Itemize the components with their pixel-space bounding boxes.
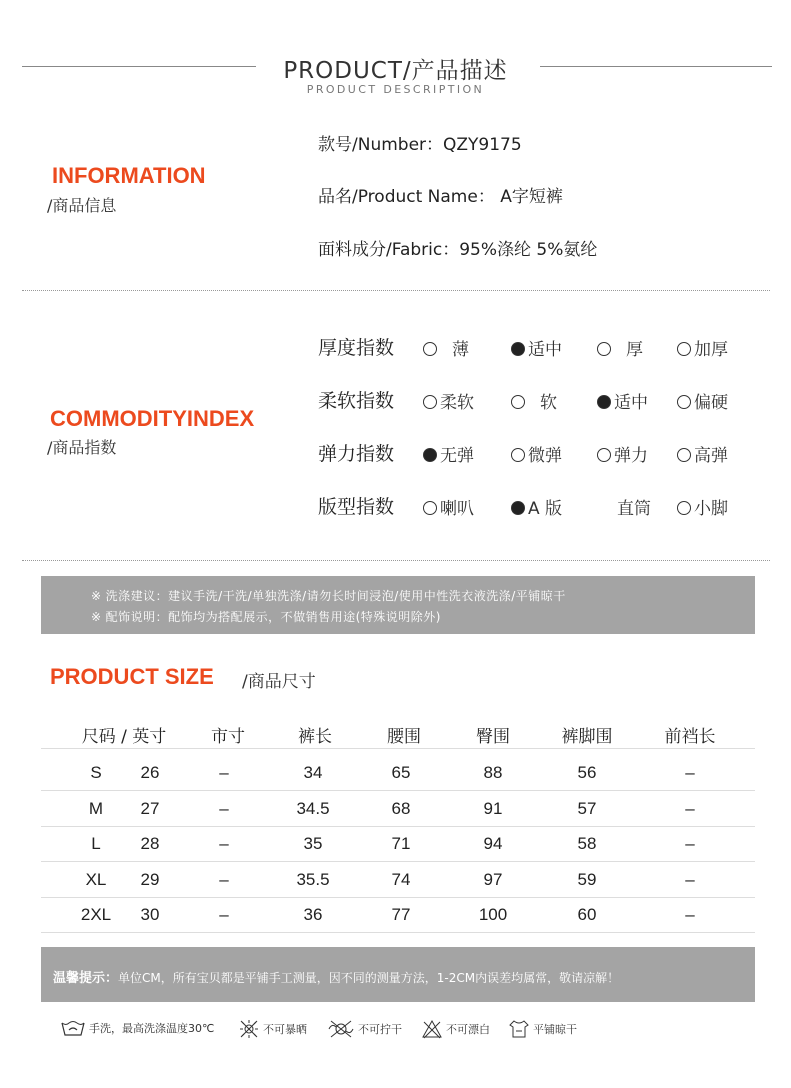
tip-text xyxy=(53,967,619,986)
size-table-header: 腰围 xyxy=(387,727,421,747)
table-cell: 57 xyxy=(577,798,597,818)
unselected-radio-icon xyxy=(597,448,611,462)
index-option xyxy=(511,441,562,466)
table-cell: 28 xyxy=(140,834,160,853)
commodity-index-title: COMMODITYINDEX xyxy=(50,406,255,431)
unselected-radio-icon xyxy=(511,448,525,462)
index-option xyxy=(511,335,562,360)
index-row-label: 厚度指数 xyxy=(318,337,395,359)
table-cell: – xyxy=(219,905,229,924)
selected-radio-icon xyxy=(423,448,437,462)
index-option xyxy=(597,335,643,360)
index-option-label: 软 xyxy=(540,393,557,413)
product-fabric: 面料成分/Fabric：95%涤纶 5%氨纶 xyxy=(318,240,598,260)
table-cell: 77 xyxy=(391,905,411,924)
table-cell: – xyxy=(685,869,695,889)
table-cell: M xyxy=(88,798,104,818)
table-cell: – xyxy=(219,798,229,818)
index-option-label: 高弹 xyxy=(694,446,728,466)
table-cell: 94 xyxy=(483,834,503,853)
unselected-radio-icon xyxy=(423,395,437,409)
unselected-radio-icon xyxy=(597,342,611,356)
table-cell: 27 xyxy=(140,798,160,818)
size-table-header: 尺码 / 英寸 xyxy=(81,727,167,747)
product-number: 款号/Number：QZY9175 xyxy=(318,135,522,155)
index-option xyxy=(511,388,557,413)
table-row-rule xyxy=(41,897,755,898)
care-text: 不可漂白 xyxy=(446,1023,490,1036)
size-subtitle: /商品尺寸 xyxy=(242,672,316,692)
table-cell: 68 xyxy=(391,798,411,818)
index-option xyxy=(423,335,469,360)
index-option-label: 薄 xyxy=(452,340,469,360)
selected-radio-icon xyxy=(597,395,611,409)
table-cell: L xyxy=(91,834,101,853)
index-option xyxy=(423,441,474,466)
table-cell: 29 xyxy=(140,869,160,889)
table-cell: 65 xyxy=(391,763,411,782)
page-title: PRODUCT/产品描述 xyxy=(283,58,508,84)
index-option-label: 微弹 xyxy=(528,446,562,466)
unselected-radio-icon xyxy=(511,395,525,409)
table-cell: 56 xyxy=(577,763,597,782)
index-option-label: 厚 xyxy=(626,340,643,360)
divider xyxy=(22,290,770,291)
table-cell: 88 xyxy=(483,763,503,782)
unselected-radio-icon xyxy=(423,501,437,515)
table-cell: 36 xyxy=(303,905,323,924)
table-cell: 59 xyxy=(577,869,597,889)
table-row-rule xyxy=(41,826,755,827)
table-cell: S xyxy=(90,763,102,782)
no-bleach-icon xyxy=(421,1019,443,1039)
index-option xyxy=(511,494,562,519)
table-cell: – xyxy=(685,905,695,924)
no-sun-icon xyxy=(238,1019,260,1039)
care-item-no-sun xyxy=(238,1019,307,1039)
index-option-label: 无弹 xyxy=(440,446,474,466)
notes-box xyxy=(41,576,755,634)
index-option-label: 适中 xyxy=(614,393,648,413)
table-cell: – xyxy=(685,834,695,853)
tip-label: 温馨提示： xyxy=(53,971,119,986)
index-option xyxy=(597,388,648,413)
wash-note-text: 洗涤建议：建议手洗/干洗/单独洗涤/请勿长时间浸泡/使用中性洗衣液洗涤/平铺晾干 xyxy=(105,589,566,603)
index-option-label: 直筒 xyxy=(617,499,651,519)
table-cell: 91 xyxy=(483,798,503,818)
table-cell: – xyxy=(219,834,229,853)
table-rule xyxy=(41,748,755,749)
care-item-dry-flat xyxy=(508,1019,577,1039)
table-cell: – xyxy=(685,763,695,782)
care-item-hand-wash xyxy=(60,1019,214,1037)
index-option xyxy=(677,388,728,413)
size-title: PRODUCT SIZE xyxy=(50,664,214,689)
unselected-radio-icon xyxy=(677,395,691,409)
table-cell: 58 xyxy=(577,834,597,853)
commodity-index-subtitle: /商品指数 xyxy=(47,438,117,457)
table-cell: XL xyxy=(85,869,107,889)
information-subtitle: /商品信息 xyxy=(47,196,117,215)
hand-wash-icon xyxy=(60,1019,86,1037)
table-cell: – xyxy=(219,763,229,782)
accessory-note-text: 配饰说明：配饰均为搭配展示，不做销售用途(特殊说明除外) xyxy=(105,610,441,624)
size-table-header: 前裆长 xyxy=(664,727,716,747)
index-option xyxy=(423,494,474,519)
tip-box xyxy=(41,947,755,1002)
wash-note xyxy=(91,587,566,604)
table-cell: – xyxy=(219,869,229,889)
table-cell: 35.5 xyxy=(296,869,330,889)
table-cell: 35 xyxy=(303,834,323,853)
care-text: 手洗，最高洗涤温度30℃ xyxy=(89,1022,215,1035)
index-row-label: 版型指数 xyxy=(318,496,395,518)
size-table-header: 臀围 xyxy=(476,727,510,747)
selected-radio-icon xyxy=(511,501,525,515)
table-cell: 30 xyxy=(140,905,160,924)
unselected-radio-icon xyxy=(423,342,437,356)
table-cell: 2XL xyxy=(80,905,112,924)
selected-radio-icon xyxy=(511,342,525,356)
index-option xyxy=(617,494,651,519)
table-cell: 26 xyxy=(140,763,160,782)
table-cell: 60 xyxy=(577,905,597,924)
care-text: 平铺晾干 xyxy=(533,1023,577,1036)
table-cell: 100 xyxy=(478,905,508,924)
information-title: INFORMATION xyxy=(52,163,206,188)
index-option xyxy=(423,388,474,413)
index-option xyxy=(677,441,728,466)
index-option-label: 加厚 xyxy=(694,340,728,360)
product-name: 品名/Product Name： A字短裤 xyxy=(318,187,563,207)
care-item-no-bleach xyxy=(421,1019,490,1039)
table-cell: – xyxy=(685,798,695,818)
tip-content: 单位CM，所有宝贝都是平铺手工测量，因不同的测量方法，1-2CM内误差均属常，敬请凉解！ xyxy=(118,971,620,985)
table-cell: 71 xyxy=(391,834,411,853)
table-cell: 34.5 xyxy=(296,798,330,818)
table-cell: 97 xyxy=(483,869,503,889)
index-option-label: 喇叭 xyxy=(440,499,474,519)
page-subtitle: PRODUCT DESCRIPTION xyxy=(306,83,485,96)
index-option xyxy=(677,335,728,360)
table-row-rule xyxy=(41,790,755,791)
unselected-radio-icon xyxy=(677,342,691,356)
index-option-label: 适中 xyxy=(528,340,562,360)
size-table-header: 裤脚围 xyxy=(561,727,613,747)
divider xyxy=(22,560,770,561)
index-option-label: 偏硬 xyxy=(694,393,728,413)
size-table-header: 裤长 xyxy=(298,727,332,747)
table-row-rule xyxy=(41,861,755,862)
note-icon: ※ xyxy=(91,589,102,603)
table-cell: 74 xyxy=(391,869,411,889)
index-option-label: 小脚 xyxy=(694,499,728,519)
index-row-label: 弹力指数 xyxy=(318,443,395,465)
unselected-radio-icon xyxy=(677,448,691,462)
table-row-rule xyxy=(41,932,755,933)
note-icon: ※ xyxy=(91,610,102,624)
care-text: 不可拧干 xyxy=(358,1023,402,1036)
accessory-note xyxy=(91,608,441,625)
table-cell: 34 xyxy=(303,763,323,782)
index-option-label: 弹力 xyxy=(614,446,648,466)
index-row-label: 柔软指数 xyxy=(318,390,395,412)
size-table-header: 市寸 xyxy=(211,727,245,747)
dry-flat-icon xyxy=(508,1019,530,1039)
index-option-label: A 版 xyxy=(528,499,563,519)
no-wring-icon xyxy=(327,1019,355,1039)
index-option xyxy=(597,441,648,466)
index-option-label: 柔软 xyxy=(440,393,474,413)
unselected-radio-icon xyxy=(677,501,691,515)
care-text: 不可暴晒 xyxy=(263,1023,307,1036)
care-item-no-wring xyxy=(327,1019,402,1039)
index-option xyxy=(677,494,728,519)
